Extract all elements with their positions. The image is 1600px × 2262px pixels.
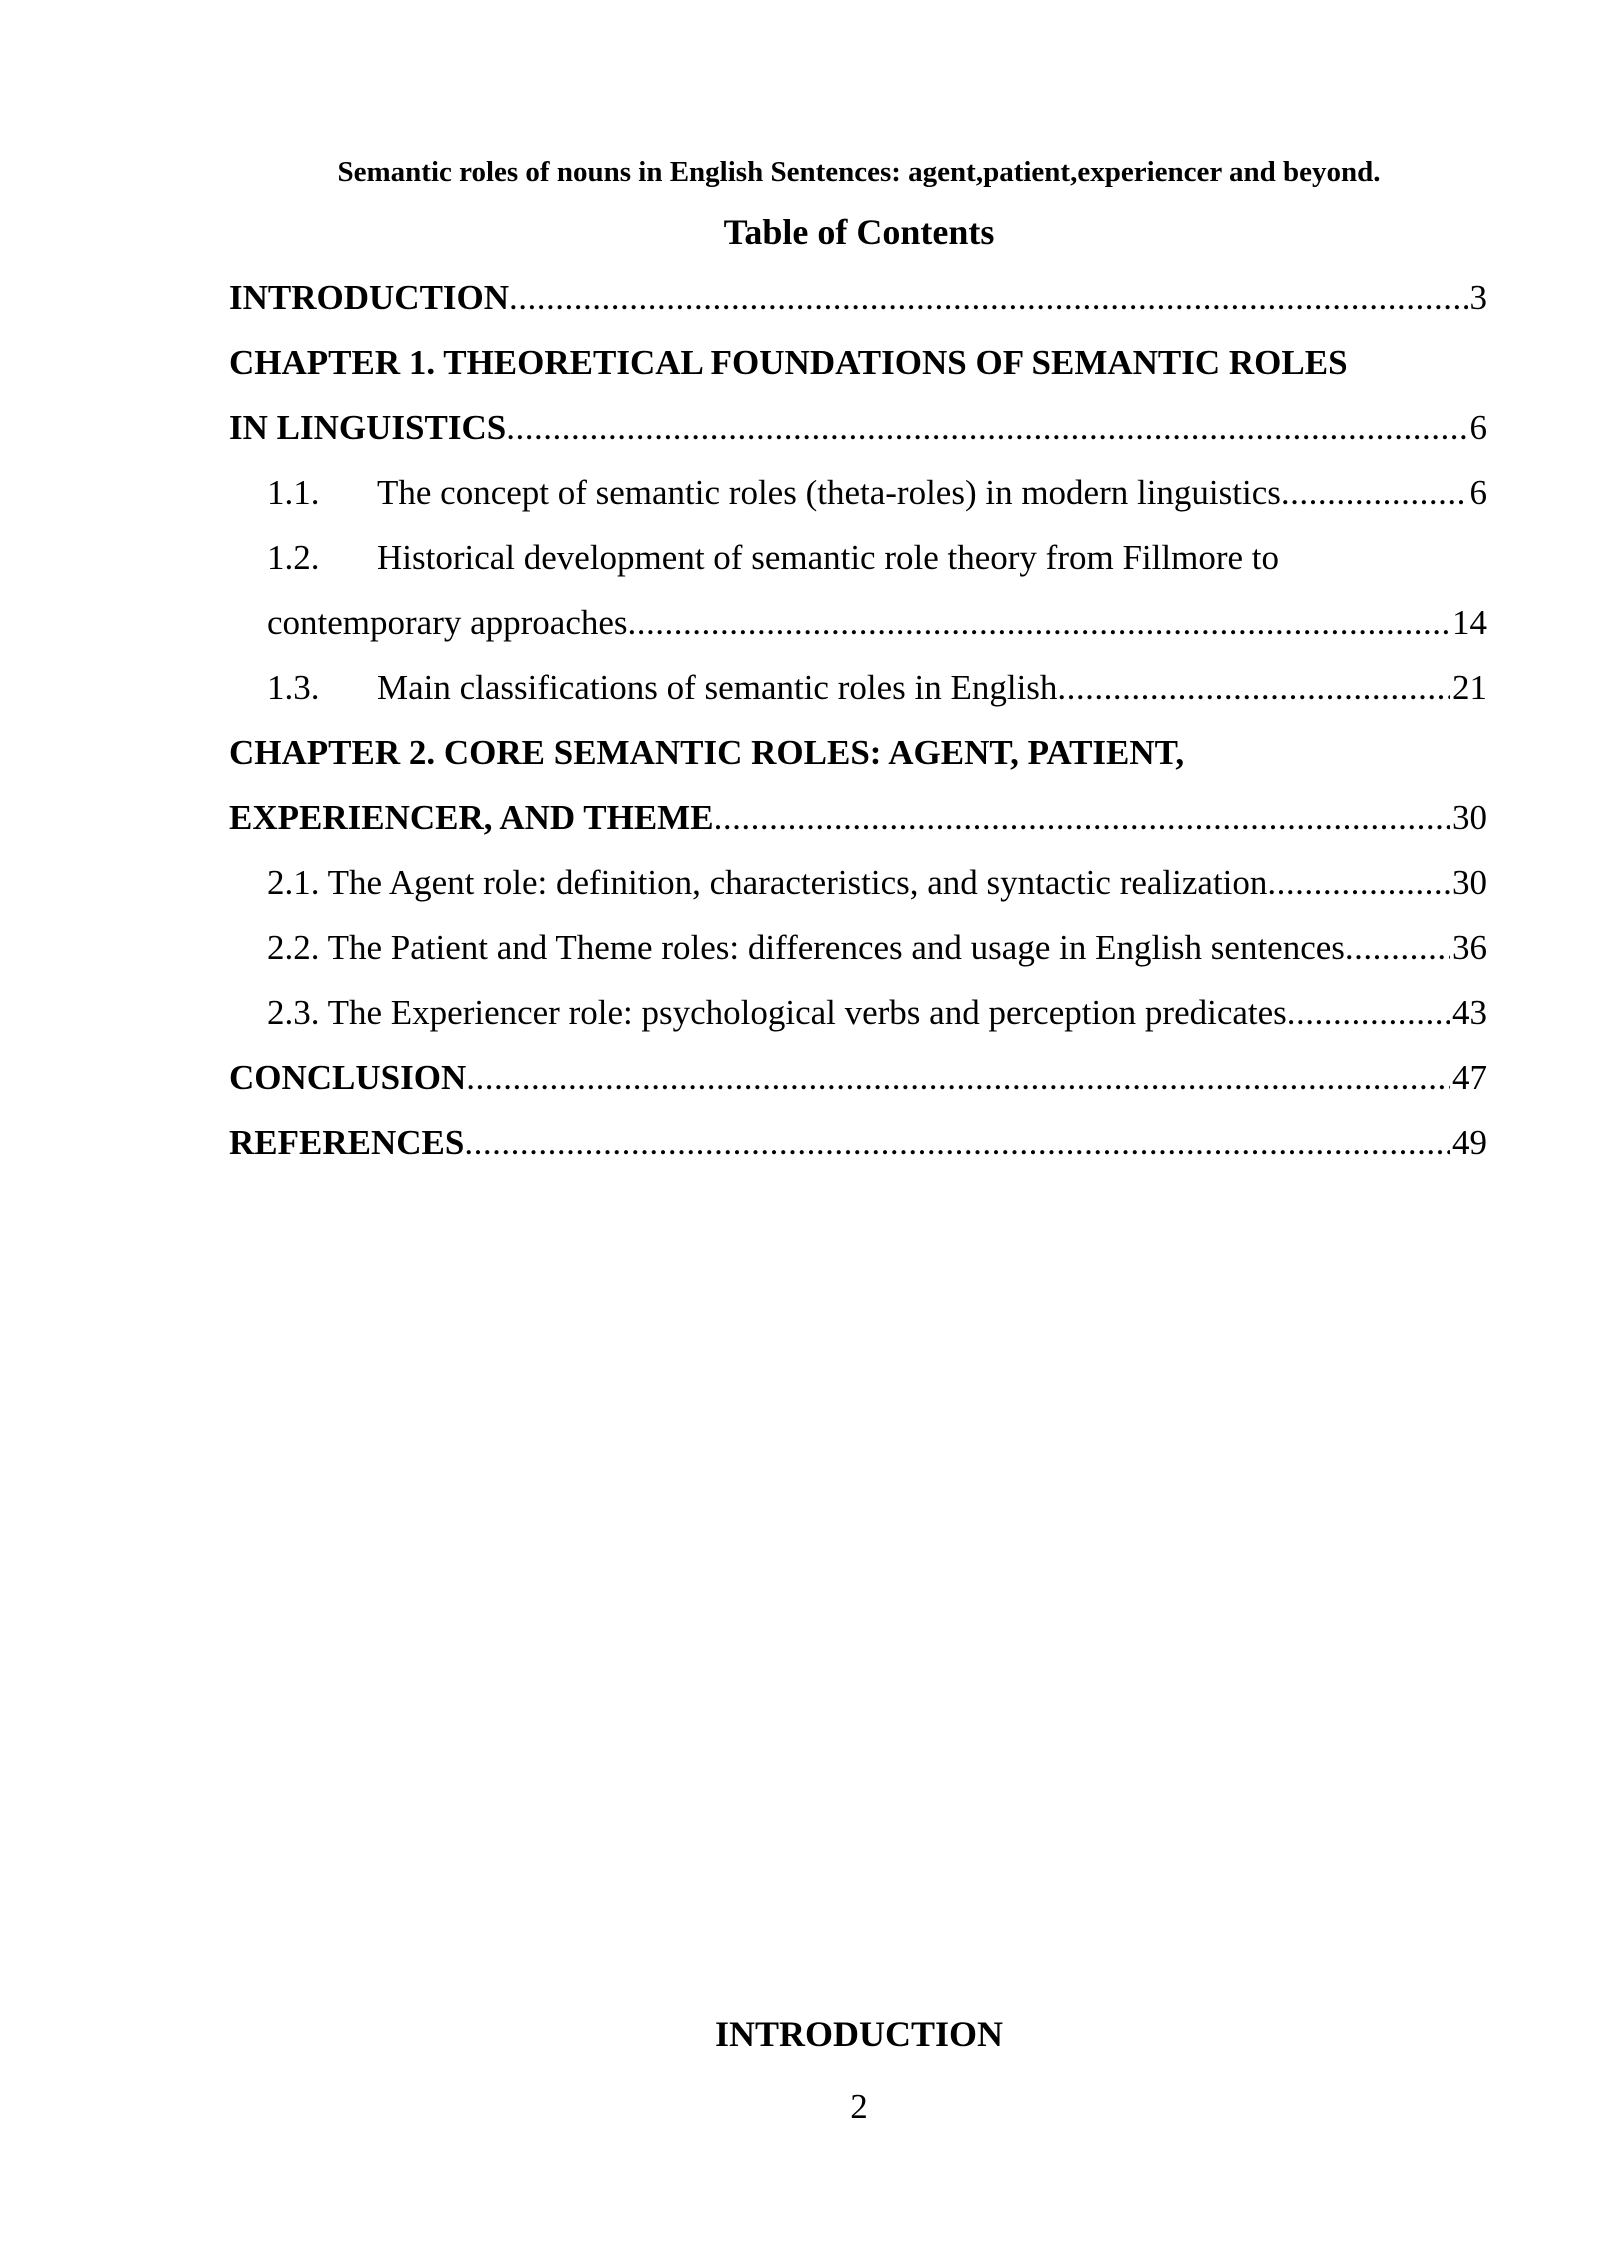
- toc-entry-text: contemporary approaches: [267, 603, 628, 642]
- toc-entry-text: Historical development of semantic role theory from Fillmore to: [377, 538, 1279, 577]
- introduction-heading: INTRODUCTION: [714, 2014, 1004, 2054]
- toc-dot-leader: [464, 1110, 1450, 1175]
- toc-entry-chapter-1-cont[interactable]: [229, 395, 1487, 460]
- toc-dot-leader: [1287, 980, 1450, 1045]
- toc-section-number: 1.2.: [267, 538, 320, 577]
- toc-entry-text: INTRODUCTION: [229, 278, 510, 317]
- toc-entry-chapter-1[interactable]: [229, 330, 1487, 395]
- toc-entry-1-2-cont[interactable]: [229, 590, 1487, 655]
- toc-entry-text: CHAPTER 2. CORE SEMANTIC ROLES: AGENT, PATIENT,: [229, 733, 1185, 772]
- toc-entry-2-2[interactable]: [229, 915, 1487, 980]
- toc-entry-text: 2.3. The Experiencer role: psychological verbs and perception predicates: [267, 993, 1287, 1032]
- toc-page-number: 36: [1452, 928, 1487, 967]
- toc-entry-text: 2.2. The Patient and Theme roles: differences and usage in English sentences: [267, 928, 1345, 967]
- toc-entry-2-3[interactable]: [229, 980, 1487, 1045]
- toc-page-number: 14: [1452, 603, 1487, 642]
- toc-entry-text: Main classifications of semantic roles in English: [377, 668, 1058, 707]
- toc-dot-leader: [506, 395, 1467, 460]
- toc-entry-text: The concept of semantic roles (theta-roles) in modern linguistics: [377, 473, 1281, 512]
- toc-entry-text: 2.1. The Agent role: definition, characteristics, and syntactic realization: [267, 863, 1268, 902]
- toc-page-number: 47: [1452, 1058, 1487, 1097]
- toc-page-number: 3: [1469, 278, 1487, 317]
- toc-entry-text: EXPERIENCER, AND THEME: [229, 798, 714, 837]
- toc-entry-text: CHAPTER 1. THEORETICAL FOUNDATIONS OF SEMANTIC ROLES: [229, 343, 1348, 382]
- toc-entry-1-2[interactable]: [229, 525, 1487, 590]
- toc-entry-conclusion[interactable]: [229, 1045, 1487, 1110]
- toc-entry-text: REFERENCES: [229, 1123, 465, 1162]
- toc-entry-text: IN LINGUISTICS: [229, 408, 507, 447]
- toc-entry-2-1[interactable]: [229, 850, 1487, 915]
- toc-page-number: 6: [1469, 408, 1487, 447]
- toc-page-number: 6: [1469, 473, 1487, 512]
- toc-entry-references[interactable]: [229, 1110, 1487, 1175]
- toc-section-number: 1.3.: [267, 668, 320, 707]
- toc-page-number: 43: [1452, 993, 1487, 1032]
- toc-dot-leader: [628, 590, 1450, 655]
- toc-dot-leader: [1057, 655, 1450, 720]
- page-number: 2: [850, 2087, 868, 2126]
- toc-entry-chapter-2-cont[interactable]: [229, 785, 1487, 850]
- toc-entry-introduction[interactable]: [229, 265, 1487, 330]
- toc-dot-leader: [466, 1045, 1450, 1110]
- toc-dot-leader: [1281, 460, 1468, 525]
- document-title: Semantic roles of nouns in English Sentences: agent,patient,experiencer and beyond.: [337, 156, 1381, 188]
- toc-heading: Table of Contents: [723, 212, 995, 252]
- toc-entry-chapter-2[interactable]: [229, 720, 1487, 785]
- toc-dot-leader: [714, 785, 1450, 850]
- table-of-contents: [229, 265, 1487, 1175]
- toc-dot-leader: [1267, 850, 1450, 915]
- toc-dot-leader: [1345, 915, 1450, 980]
- toc-page-number: 30: [1452, 863, 1487, 902]
- toc-section-number: 1.1.: [267, 473, 320, 512]
- toc-entry-1-3[interactable]: [229, 655, 1487, 720]
- toc-page-number: 21: [1452, 668, 1487, 707]
- toc-page-number: 49: [1452, 1123, 1487, 1162]
- toc-entry-1-1[interactable]: [229, 460, 1487, 525]
- toc-entry-text: CONCLUSION: [229, 1058, 467, 1097]
- toc-page-number: 30: [1452, 798, 1487, 837]
- toc-dot-leader: [509, 265, 1467, 330]
